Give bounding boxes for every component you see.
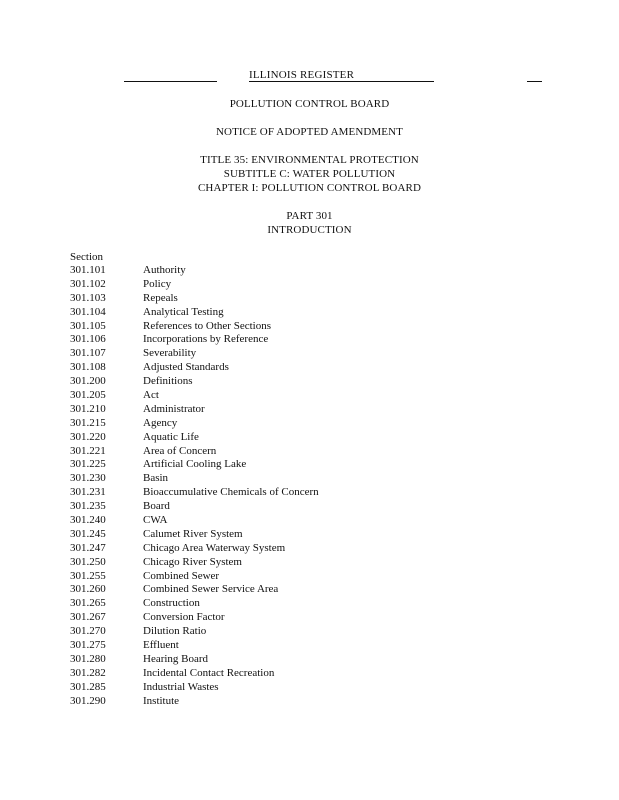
toc-row <box>70 417 319 431</box>
toc-row <box>70 625 319 639</box>
toc-row <box>70 695 319 709</box>
table-of-contents <box>70 264 319 709</box>
toc-row <box>70 681 319 695</box>
section-number: 301.104 <box>70 305 106 318</box>
section-number: 301.205 <box>70 389 106 402</box>
section-number: 301.103 <box>70 291 106 304</box>
section-title: Administrator <box>143 402 205 415</box>
section-number: 301.267 <box>70 611 106 624</box>
section-title: Dilution Ratio <box>143 625 207 638</box>
section-number: 301.245 <box>70 527 106 540</box>
section-number: 301.275 <box>70 639 106 652</box>
toc-row <box>70 431 319 445</box>
section-title: Conversion Factor <box>143 611 225 624</box>
toc-row <box>70 403 319 417</box>
toc-row <box>70 306 319 320</box>
toc-row <box>70 264 319 278</box>
section-title: Chicago River System <box>143 555 242 568</box>
subtitle-heading: SUBTITLE C: WATER POLLUTION <box>223 168 396 180</box>
section-number: 301.225 <box>70 458 106 471</box>
section-title: References to Other Sections <box>143 319 271 332</box>
section-number: 301.265 <box>70 597 106 610</box>
register-header <box>124 69 434 83</box>
section-title: Industrial Wastes <box>143 680 219 693</box>
toc-row <box>70 653 319 667</box>
toc-row <box>70 486 319 500</box>
section-title: Area of Concern <box>143 444 217 457</box>
toc-row <box>70 458 319 472</box>
section-number: 301.107 <box>70 347 106 360</box>
section-number: 301.220 <box>70 430 106 443</box>
section-number: 301.260 <box>70 583 106 596</box>
section-number: 301.105 <box>70 319 106 332</box>
register-title: ILLINOIS REGISTER <box>249 69 434 82</box>
section-title: Incidental Contact Recreation <box>143 666 275 679</box>
toc-row <box>70 278 319 292</box>
section-title: Combined Sewer Service Area <box>143 583 279 596</box>
toc-row <box>70 570 319 584</box>
toc-row <box>70 472 319 486</box>
section-number: 301.230 <box>70 472 106 485</box>
section-title: Severability <box>143 347 197 360</box>
section-number: 301.290 <box>70 694 106 707</box>
section-title: Agency <box>143 416 178 429</box>
toc-row <box>70 639 319 653</box>
section-title: Calumet River System <box>143 527 243 540</box>
toc-row <box>70 389 319 403</box>
toc-row <box>70 611 319 625</box>
section-number: 301.215 <box>70 416 106 429</box>
section-number: 301.210 <box>70 402 106 415</box>
board-name: POLLUTION CONTROL BOARD <box>229 98 390 110</box>
section-number: 301.255 <box>70 569 106 582</box>
section-title: Analytical Testing <box>143 305 224 318</box>
section-number: 301.240 <box>70 514 106 527</box>
part-heading: PART 301 <box>286 210 333 222</box>
toc-row <box>70 556 319 570</box>
section-title: Definitions <box>143 375 193 388</box>
section-title: Bioaccumulative Chemicals of Concern <box>143 486 319 499</box>
section-title: Basin <box>143 472 169 485</box>
section-number: 301.235 <box>70 500 106 513</box>
section-title: Construction <box>143 597 200 610</box>
toc-row <box>70 375 319 389</box>
toc-row <box>70 320 319 334</box>
section-number: 301.250 <box>70 555 106 568</box>
toc-row <box>70 542 319 556</box>
section-title: Artificial Cooling Lake <box>143 458 247 471</box>
section-number: 301.101 <box>70 264 106 276</box>
notice-type: NOTICE OF ADOPTED AMENDMENT <box>216 126 403 138</box>
toc-row <box>70 500 319 514</box>
section-title: Institute <box>143 694 180 707</box>
section-number: 301.106 <box>70 333 106 346</box>
section-title: Aquatic Life <box>143 430 199 443</box>
toc-row <box>70 514 319 528</box>
section-title: Policy <box>143 277 172 290</box>
section-title: Effluent <box>143 639 179 652</box>
section-title: Incorporations by Reference <box>143 333 269 346</box>
section-title: Chicago Area Waterway System <box>143 541 286 554</box>
title-heading: TITLE 35: ENVIRONMENTAL PROTECTION <box>200 154 419 166</box>
toc-row <box>70 361 319 375</box>
section-number: 301.231 <box>70 486 106 499</box>
section-title: Hearing Board <box>143 652 209 665</box>
section-title: CWA <box>143 514 168 527</box>
toc-row <box>70 597 319 611</box>
toc-row <box>70 333 319 347</box>
section-label: Section <box>70 251 103 263</box>
toc-row <box>70 445 319 459</box>
toc-row <box>70 667 319 681</box>
section-number: 301.102 <box>70 277 106 290</box>
page-number-rule <box>527 81 542 82</box>
toc-row <box>70 347 319 361</box>
section-title: Authority <box>143 264 186 276</box>
section-title: Adjusted Standards <box>143 361 229 374</box>
header-left-rule <box>124 81 217 82</box>
chapter-heading: CHAPTER I: POLLUTION CONTROL BOARD <box>198 182 421 194</box>
section-title: Board <box>143 500 170 513</box>
section-number: 301.247 <box>70 541 106 554</box>
toc-row <box>70 528 319 542</box>
section-title: Repeals <box>143 291 178 304</box>
section-number: 301.285 <box>70 680 106 693</box>
section-title: Combined Sewer <box>143 569 220 582</box>
section-number: 301.270 <box>70 625 106 638</box>
section-title: Act <box>143 389 159 402</box>
toc-row <box>70 292 319 306</box>
part-name: INTRODUCTION <box>267 224 352 236</box>
toc-row <box>70 583 319 597</box>
section-number: 301.200 <box>70 375 106 388</box>
section-number: 301.108 <box>70 361 106 374</box>
section-number: 301.221 <box>70 444 106 457</box>
section-number: 301.280 <box>70 652 106 665</box>
section-number: 301.282 <box>70 666 106 679</box>
